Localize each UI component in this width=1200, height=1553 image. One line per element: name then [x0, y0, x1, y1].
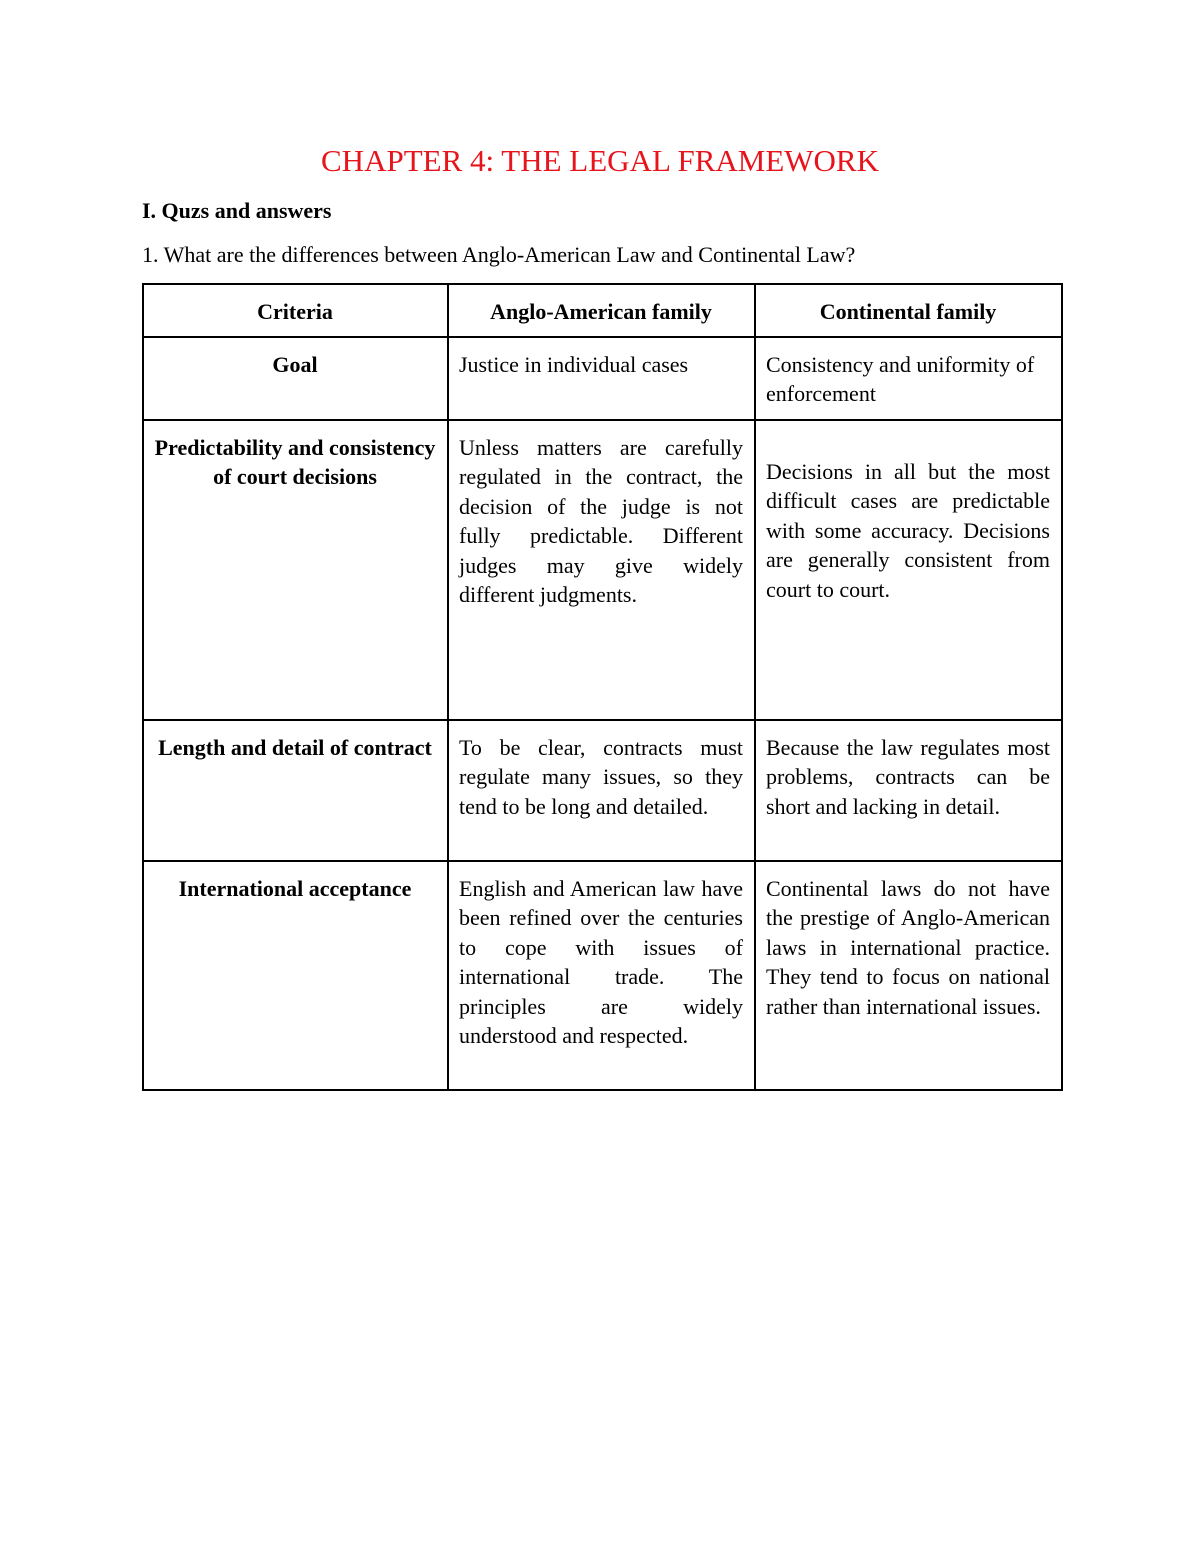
criteria-cell: Predictability and consistency of court decisions — [143, 420, 448, 720]
comparison-table — [142, 283, 1063, 1091]
continental-cell: Continental laws do not have the prestige of Anglo-American laws in international practice. They tend to focus on national rather than international issues. — [755, 861, 1062, 1090]
criteria-cell: International acceptance — [143, 861, 448, 1090]
anglo-american-cell: Unless matters are carefully regulated in the contract, the decision of the judge is not fully predictable. Different judges may give widely different judgments. — [448, 420, 755, 720]
table-row — [143, 337, 1062, 420]
table-row — [143, 720, 1062, 861]
header-criteria: Criteria — [143, 284, 448, 337]
chapter-title: CHAPTER 4: THE LEGAL FRAMEWORK — [321, 143, 879, 178]
section-heading: I. Quzs and answers — [142, 198, 332, 223]
table-row — [143, 420, 1062, 720]
continental-cell: Consistency and uniformity of enforcement — [755, 337, 1062, 420]
anglo-american-cell: English and American law have been refined over the centuries to cope with issues of international trade. The principles are widely understood and respected. — [448, 861, 755, 1090]
question-text: 1. What are the differences between Anglo-American Law and Continental Law? — [142, 242, 856, 267]
table-row — [143, 861, 1062, 1090]
header-anglo-american: Anglo-American family — [448, 284, 755, 337]
continental-cell: Because the law regulates most problems, contracts can be short and lacking in detail. — [755, 720, 1062, 861]
anglo-american-cell: Justice in individual cases — [448, 337, 755, 420]
anglo-american-cell: To be clear, contracts must regulate many issues, so they tend to be long and detailed. — [448, 720, 755, 861]
header-continental: Continental family — [755, 284, 1062, 337]
continental-cell: Decisions in all but the most difficult cases are predictable with some accuracy. Decisions are generally consistent from court to court. — [755, 420, 1062, 720]
criteria-cell: Length and detail of contract — [143, 720, 448, 861]
table-header-row — [143, 284, 1062, 337]
criteria-cell: Goal — [143, 337, 448, 420]
